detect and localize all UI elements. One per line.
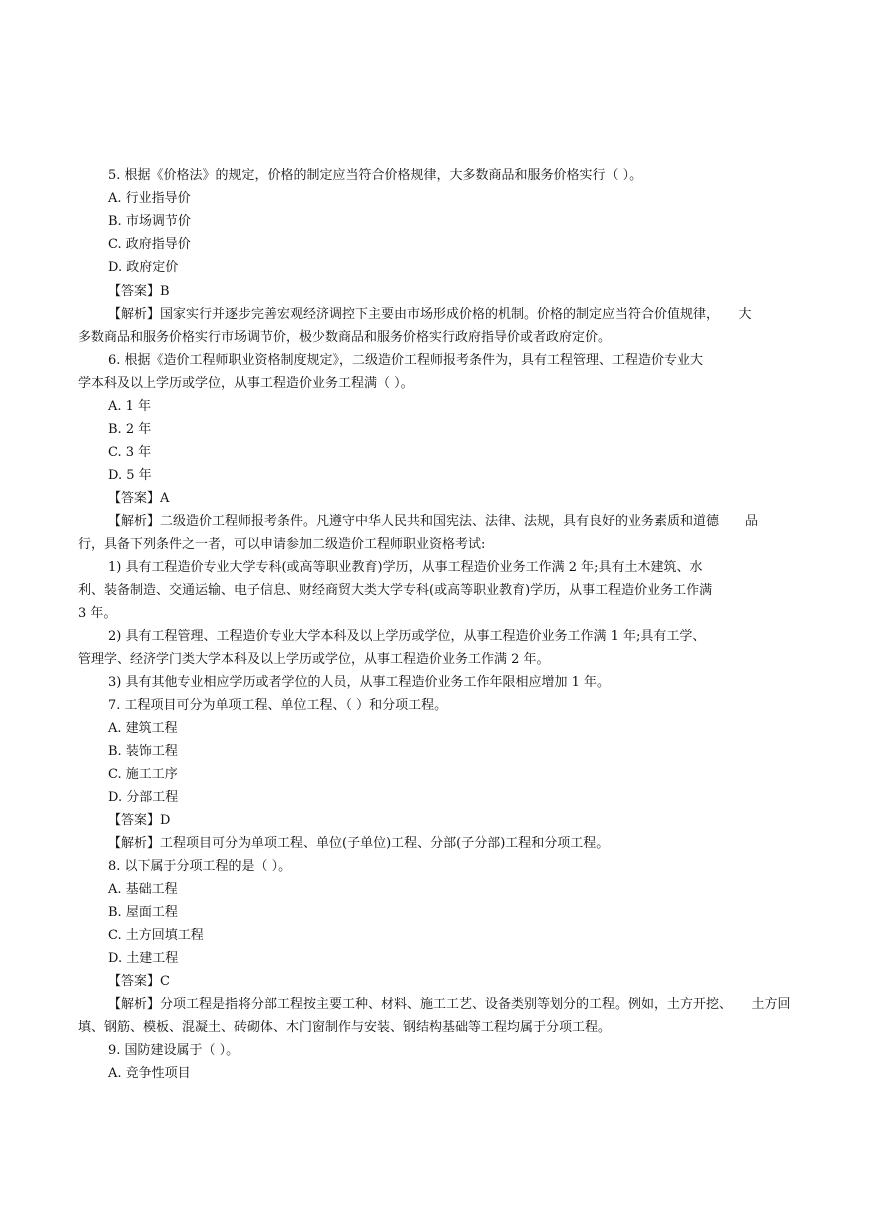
question-6-analysis-line-1: 【解析】二级造价工程师报考条件。凡遵守中华人民共和国宪法、法律、法规，具有良好的业务素质和道德 品 xyxy=(108,514,759,529)
question-7-stem: 7. 工程项目可分为单项工程、单位工程、（ ）和分项工程。 xyxy=(108,698,448,713)
question-6-option-a: A. 1 年 xyxy=(108,399,152,414)
question-6-condition-2-line-1: 2) 具有工程管理、工程造价专业大学本科及以上学历或学位，从事工程造价业务工作满 1 年;具有工学、 xyxy=(108,629,706,644)
question-6-condition-3: 3) 具有其他专业相应学历或者学位的人员，从事工程造价业务工作年限相应增加 1 年。 xyxy=(108,675,611,690)
question-5-analysis-line-1: 【解析】国家实行并逐步完善宏观经济调控下主要由市场形成价格的机制。价格的制定应当符合价值规律， 大 xyxy=(108,307,752,322)
question-8-stem: 8. 以下属于分项工程的是（ ）。 xyxy=(108,859,292,874)
question-8-option-b: B. 屋面工程 xyxy=(108,905,178,920)
question-7-option-a: A. 建筑工程 xyxy=(108,721,178,736)
question-7-analysis: 【解析】工程项目可分为单项工程、单位(子单位)工程、分部(子分部)工程和分项工程。 xyxy=(108,836,610,851)
question-9-option-a: A. 竞争性项目 xyxy=(108,1066,191,1081)
question-6-condition-1-line-2: 利、装备制造、交通运输、电子信息、财经商贸大类大学专科(或高等职业教育)学历，从事工程造价业务工作满 xyxy=(78,583,713,598)
question-6-condition-1-line-1: 1) 具有工程造价专业大学专科(或高等职业教育)学历，从事工程造价业务工作满 2 年;具有土木建筑、水 xyxy=(108,560,703,575)
question-6-option-c: C. 3 年 xyxy=(108,445,152,460)
question-7-answer: 【答案】D xyxy=(108,813,171,828)
question-8-option-a: A. 基础工程 xyxy=(108,882,178,897)
question-5-option-b: B. 市场调节价 xyxy=(108,214,191,229)
question-8-option-d: D. 土建工程 xyxy=(108,951,179,966)
question-7-option-b: B. 装饰工程 xyxy=(108,744,178,759)
question-5-option-a: A. 行业指导价 xyxy=(108,191,191,206)
question-6-stem-line-2: 学本科及以上学历或学位，从事工程造价业务工程满（ ）。 xyxy=(78,376,414,391)
question-5-stem: 5. 根据《价格法》的规定，价格的制定应当符合价格规律，大多数商品和服务价格实行（ ）。 xyxy=(108,168,643,183)
question-8-option-c: C. 土方回填工程 xyxy=(108,928,204,943)
question-6-condition-1-line-3: 3 年。 xyxy=(78,606,117,621)
question-6-condition-2-line-2: 管理学、经济学门类大学本科及以上学历或学位，从事工程造价业务工作满 2 年。 xyxy=(78,652,550,667)
question-5-analysis-line-2: 多数商品和服务价格实行市场调节价，极少数商品和服务价格实行政府指导价或者政府定价。 xyxy=(78,330,612,345)
question-8-analysis-line-2: 填、钢筋、模板、混凝土、砖砌体、木门窗制作与安装、钢结构基础等工程均属于分项工程。 xyxy=(78,1020,612,1035)
question-7-option-c: C. 施工工序 xyxy=(108,767,178,782)
question-6-stem-line-1: 6. 根据《造价工程师职业资格制度规定》，二级造价工程师报考条件为，具有工程管理、工程造价专业大 xyxy=(108,353,704,368)
question-5-answer: 【答案】B xyxy=(108,284,170,299)
question-8-analysis-line-1: 【解析】分项工程是指将分部工程按主要工种、材料、施工工艺、设备类别等划分的工程。例如，土方开挖、 土方回 xyxy=(108,997,791,1012)
question-9-stem: 9. 国防建设属于（ ）。 xyxy=(108,1043,240,1058)
question-6-option-d: D. 5 年 xyxy=(108,468,152,483)
question-6-analysis-line-2: 行，具备下列条件之一者，可以申请参加二级造价工程师职业资格考试: xyxy=(78,537,486,552)
question-7-option-d: D. 分部工程 xyxy=(108,790,179,805)
question-8-answer: 【答案】C xyxy=(108,974,170,989)
question-6-option-b: B. 2 年 xyxy=(108,422,152,437)
question-6-answer: 【答案】A xyxy=(108,491,170,506)
question-5-option-d: D. 政府定价 xyxy=(108,260,179,275)
question-5-option-c: C. 政府指导价 xyxy=(108,237,191,252)
